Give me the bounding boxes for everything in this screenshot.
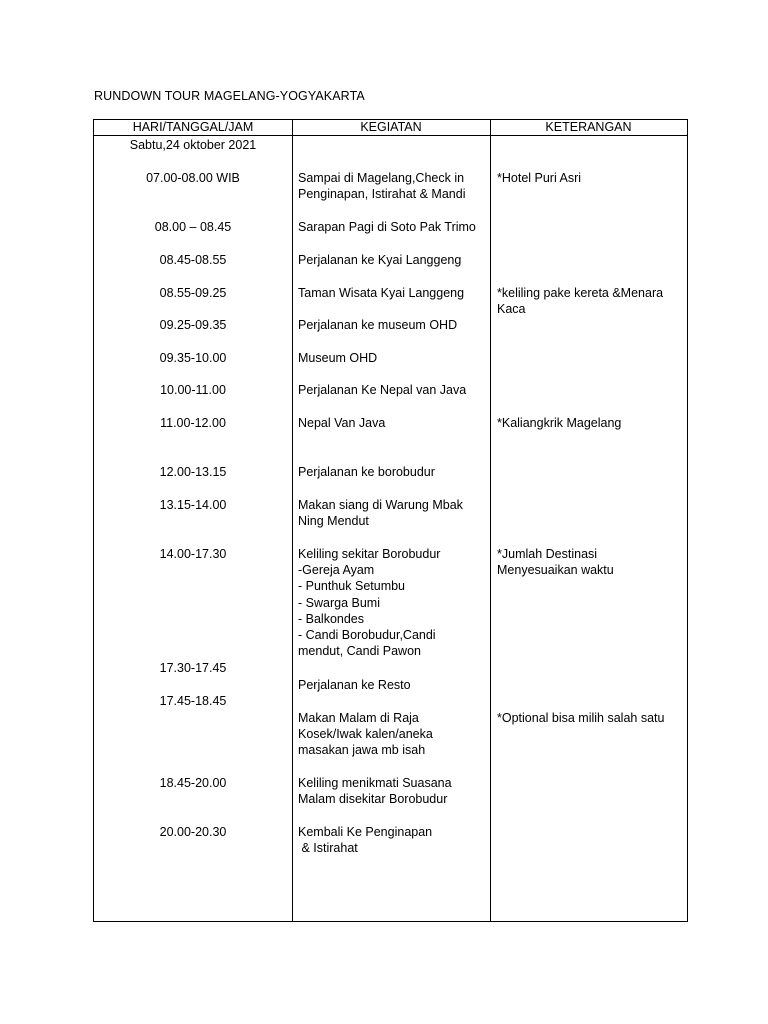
note-cell: *Kaliangkrik Magelang (497, 416, 622, 430)
schedule-table (93, 119, 688, 922)
time-cell: 09.25-09.35 (159, 318, 227, 332)
time-cell: 08.55-09.25 (159, 286, 227, 300)
activity-cell: Perjalanan ke Kyai Langgeng (298, 253, 462, 267)
time-cell: 20.00-20.30 (159, 825, 227, 839)
note-cell: *keliling pake kereta &Menara Kaca (497, 286, 664, 317)
time-cell: 08.00 – 08.45 (154, 220, 232, 234)
header-kegiatan: KEGIATAN (360, 120, 422, 134)
time-cell: 08.45-08.55 (159, 253, 227, 267)
time-cell: 10.00-11.00 (160, 383, 226, 397)
schedule-date: Sabtu,24 oktober 2021 (129, 138, 257, 152)
column-divider (292, 120, 293, 921)
time-cell: 07.00-08.00 WIB (146, 171, 240, 185)
time-cell: 18.45-20.00 (159, 776, 227, 790)
time-cell: 09.35-10.00 (159, 351, 227, 365)
activity-cell: Perjalanan ke museum OHD (298, 318, 458, 332)
activity-cell: Perjalanan Ke Nepal van Java (298, 383, 467, 397)
activity-cell: Taman Wisata Kyai Langgeng (298, 286, 465, 300)
activity-cell: Sarapan Pagi di Soto Pak Trimo (298, 220, 476, 234)
time-cell: 17.45-18.45 (159, 694, 227, 708)
column-divider (490, 120, 491, 921)
note-cell: *Optional bisa milih salah satu (497, 711, 665, 725)
table-header-row (94, 120, 687, 136)
activity-cell: Nepal Van Java (298, 416, 386, 430)
time-cell: 12.00-13.15 (159, 465, 227, 479)
activity-cell: Perjalanan ke Resto (298, 678, 411, 692)
activity-cell: Keliling sekitar Borobudur -Gereja Ayam - Punthuk Setumbu - Swarga Bumi - Balkondes - Candi Borobudur,Candi mendut, Candi Pawon (298, 547, 441, 659)
header-keterangan: KETERANGAN (545, 120, 632, 134)
note-cell: *Hotel Puri Asri (497, 171, 582, 185)
activity-cell: Makan Malam di Raja Kosek/Iwak kalen/aneka masakan jawa mb isah (298, 711, 433, 758)
activity-cell: Museum OHD (298, 351, 378, 365)
activity-cell: Makan siang di Warung Mbak Ning Mendut (298, 498, 463, 529)
time-cell: 11.00-12.00 (160, 416, 226, 430)
time-cell: 13.15-14.00 (159, 498, 227, 512)
page-title: RUNDOWN TOUR MAGELANG-YOGYAKARTA (94, 89, 365, 103)
activity-cell: Kembali Ke Penginapan & Istirahat (298, 825, 433, 856)
note-cell: *Jumlah Destinasi Menyesuaikan waktu (497, 547, 614, 578)
header-hari-tanggal-jam: HARI/TANGGAL/JAM (132, 120, 254, 134)
activity-cell: Keliling menikmati Suasana Malam disekitar Borobudur (298, 776, 452, 807)
activity-cell: Sampai di Magelang,Check in Penginapan, Istirahat & Mandi (298, 171, 466, 202)
activity-cell: Perjalanan ke borobudur (298, 465, 435, 479)
time-cell: 14.00-17.30 (159, 547, 227, 561)
time-cell: 17.30-17.45 (159, 661, 227, 675)
